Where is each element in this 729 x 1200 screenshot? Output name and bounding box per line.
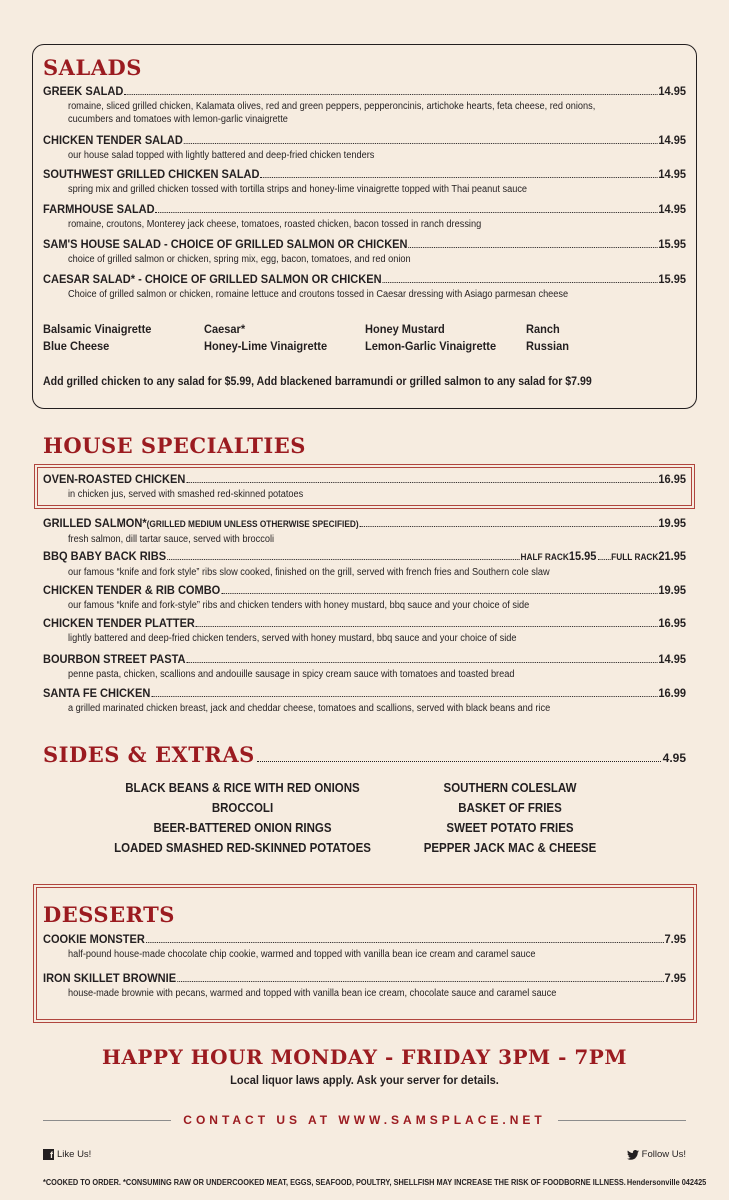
item-description: penne pasta, chicken, scallions and andouille sausage in spicy cream sauce with tomatoes and toasted bread — [68, 669, 515, 680]
twitter-icon — [627, 1150, 639, 1160]
side-item: BASKET OF FRIES — [458, 801, 562, 815]
menu-item-bourbon-pasta — [43, 652, 686, 681]
leader-dots — [186, 482, 657, 483]
leader-dots — [257, 761, 661, 762]
item-price: 19.95 — [658, 516, 687, 530]
dressing-option: Blue Cheese — [43, 339, 110, 353]
leader-dots — [146, 942, 664, 943]
item-name: CHICKEN TENDER & RIB COMBO — [43, 583, 221, 597]
menu-item-greek-salad — [43, 84, 686, 126]
item-description: lightly battered and deep-fried chicken tenders, served with honey mustard, bbq sauce and your choice of side — [68, 633, 517, 644]
contact-bar — [43, 1113, 686, 1127]
sides-list-left — [111, 778, 373, 858]
item-price: 7.95 — [664, 932, 687, 946]
happy-hour-note: Local liquor laws apply. Ask your server for details. — [230, 1073, 499, 1087]
item-price: 7.95 — [664, 971, 687, 985]
leader-dots — [260, 177, 657, 178]
item-price: 16.99 — [658, 686, 687, 700]
menu-item-bbq-ribs — [43, 549, 686, 579]
item-name: BOURBON STREET PASTA — [43, 652, 186, 666]
item-price: 14.95 — [658, 133, 687, 147]
menu-item-santa-fe-chicken — [43, 686, 686, 715]
item-name: IRON SKILLET BROWNIE — [43, 971, 177, 985]
leader-dots — [167, 559, 520, 560]
item-name: FARMHOUSE SALAD — [43, 202, 155, 216]
follow-us-label: Follow Us! — [641, 1149, 686, 1160]
side-item: BEER-BATTERED ONION RINGS — [153, 821, 332, 835]
menu-item-tender-platter — [43, 616, 686, 645]
dressing-option: Caesar* — [204, 322, 246, 336]
item-name: CHICKEN TENDER SALAD — [43, 133, 183, 147]
item-description: romaine, croutons, Monterey jack cheese, tomatoes, roasted chicken, bacon tossed in ranch dressing — [68, 219, 482, 230]
leader-dots — [597, 559, 610, 560]
divider — [43, 1120, 171, 1121]
menu-item-southwest-salad — [43, 167, 686, 196]
item-description: a grilled marinated chicken breast, jack and cheddar cheese, tomatoes and scallions, served with black beans and rice — [68, 703, 551, 714]
item-description: our famous “knife and fork-style” ribs and chicken tenders with honey mustard, bbq sauce and your choice of side — [68, 600, 530, 611]
item-name: COOKIE MONSTER — [43, 932, 145, 946]
leader-dots — [221, 593, 657, 594]
salads-title: SALADS — [43, 55, 142, 80]
item-price: 16.95 — [658, 472, 687, 486]
menu-item-cookie-monster — [43, 932, 686, 961]
item-price: 14.95 — [658, 652, 687, 666]
salad-addon-note: Add grilled chicken to any salad for $5.99, Add blackened barramundi or grilled salmon to any salad for $7.99 — [43, 376, 592, 388]
leader-dots — [151, 696, 657, 697]
item-name: OVEN-ROASTED CHICKEN — [43, 472, 186, 486]
dressing-option: Lemon-Garlic Vinaigrette — [365, 339, 497, 353]
item-description: Choice of grilled salmon or chicken, romaine lettuce and croutons tossed in Caesar dressing with Asiago parmesan cheese — [68, 289, 569, 300]
item-name: GRILLED SALMON* — [43, 516, 147, 530]
item-name: SANTA FE CHICKEN — [43, 686, 151, 700]
divider — [558, 1120, 686, 1121]
item-name: SAM'S HOUSE SALAD - CHOICE OF GRILLED SALMON OR CHICKEN — [43, 237, 408, 251]
item-description: choice of grilled salmon or chicken, spring mix, egg, bacon, tomatoes, and red onion — [68, 254, 411, 265]
item-price: 14.95 — [658, 84, 687, 98]
dressing-list — [43, 321, 613, 355]
item-name: CHICKEN TENDER PLATTER — [43, 616, 195, 630]
side-item: BLACK BEANS & RICE WITH RED ONIONS — [125, 781, 360, 795]
happy-hour-title: HAPPY HOUR MONDAY - FRIDAY 3PM - 7PM — [102, 1045, 627, 1069]
item-price: 19.95 — [658, 583, 687, 597]
menu-item-sams-house-salad — [43, 237, 686, 266]
side-item: SOUTHERN COLESLAW — [443, 781, 577, 795]
item-price: 16.95 — [658, 616, 687, 630]
item-description: spring mix and grilled chicken tossed with tortilla strips and honey-lime vinaigrette topped with Thai peanut sauce — [68, 184, 528, 195]
dressing-option: Balsamic Vinaigrette — [43, 322, 152, 336]
full-rack-label: FULL RACK — [611, 552, 659, 562]
item-description: in chicken jus, served with smashed red-skinned potatoes — [68, 489, 304, 500]
facebook-link[interactable] — [43, 1149, 91, 1160]
leader-dots — [177, 981, 664, 982]
menu-item-tender-rib-combo — [43, 583, 686, 612]
item-name: GREEK SALAD — [43, 84, 124, 98]
twitter-link[interactable] — [627, 1149, 686, 1160]
specialties-title: HOUSE SPECIALTIES — [43, 433, 306, 458]
item-description: house-made brownie with pecans, warmed and topped with vanilla bean ice cream, chocolate sauce and caramel sauce — [68, 988, 557, 999]
food-safety-disclaimer: *COOKED TO ORDER. *CONSUMING RAW OR UNDERCOOKED MEAT, EGGS, SEAFOOD, POULTRY, SHELLFISH MAY INCREASE THE RISK OF FOODBORNE ILLNESS. — [43, 1178, 626, 1187]
leader-dots — [156, 212, 658, 213]
dressing-option: Honey Mustard — [365, 322, 445, 336]
menu-item-oven-roasted-chicken — [43, 472, 686, 501]
item-note: (GRILLED MEDIUM UNLESS OTHERWISE SPECIFIED) — [146, 519, 359, 529]
item-price: 14.95 — [658, 202, 687, 216]
sides-title: SIDES & EXTRAS — [43, 742, 255, 767]
like-us-label: Like Us! — [57, 1149, 92, 1160]
dressing-option: Honey-Lime Vinaigrette — [204, 339, 328, 353]
item-name: CAESAR SALAD* - CHOICE OF GRILLED SALMON OR CHICKEN — [43, 272, 382, 286]
leader-dots — [359, 526, 657, 527]
desserts-title: DESSERTS — [43, 902, 175, 927]
item-name: BBQ BABY BACK RIBS — [43, 549, 167, 563]
menu-item-chicken-tender-salad — [43, 133, 686, 162]
dressing-option: Russian — [526, 339, 569, 353]
facebook-icon: f — [43, 1149, 54, 1160]
item-name: SOUTHWEST GRILLED CHICKEN SALAD — [43, 167, 260, 181]
leader-dots — [196, 626, 658, 627]
item-description: fresh salmon, dill tartar sauce, served with broccoli — [68, 534, 275, 545]
half-rack-label: HALF RACK — [520, 552, 569, 562]
menu-item-skillet-brownie — [43, 971, 686, 1000]
location-code: Hendersonville 042425 — [626, 1178, 706, 1187]
dressing-option: Ranch — [526, 322, 560, 336]
contact-link[interactable]: CONTACT US AT WWW.SAMSPLACE.NET — [183, 1113, 546, 1127]
item-description-cont: cucumbers and tomatoes with lemon-garlic vinaigrette — [68, 114, 288, 125]
item-price: 15.95 — [658, 272, 687, 286]
side-item: BROCCOLI — [211, 801, 274, 815]
leader-dots — [382, 282, 657, 283]
menu-item-caesar-salad — [43, 272, 686, 301]
full-rack-price: 21.95 — [658, 549, 687, 563]
leader-dots — [184, 143, 658, 144]
item-description: romaine, sliced grilled chicken, Kalamata olives, red and green peppers, pepperoncinis, artichoke hearts, feta cheese, red onions, — [68, 101, 596, 112]
leader-dots — [124, 94, 657, 95]
side-item: LOADED SMASHED RED-SKINNED POTATOES — [114, 841, 371, 855]
item-description: half-pound house-made chocolate chip cookie, warmed and topped with vanilla bean ice cream and caramel sauce — [68, 949, 536, 960]
sides-header — [43, 742, 686, 767]
leader-dots — [186, 662, 657, 663]
leader-dots — [408, 247, 657, 248]
side-item: SWEET POTATO FRIES — [446, 821, 574, 835]
sides-price: 4.95 — [662, 751, 686, 765]
menu-item-grilled-salmon — [43, 516, 686, 546]
item-description: our famous “knife and fork style” ribs slow cooked, finished on the grill, served with french fries and Southern cole slaw — [68, 567, 550, 578]
half-rack-price: 15.95 — [568, 549, 597, 563]
menu-item-farmhouse-salad — [43, 202, 686, 231]
side-item: PEPPER JACK MAC & CHEESE — [423, 841, 597, 855]
item-description: our house salad topped with lightly battered and deep-fried chicken tenders — [68, 150, 375, 161]
item-price: 15.95 — [658, 237, 687, 251]
item-price: 14.95 — [658, 167, 687, 181]
sides-list-right — [381, 778, 639, 858]
